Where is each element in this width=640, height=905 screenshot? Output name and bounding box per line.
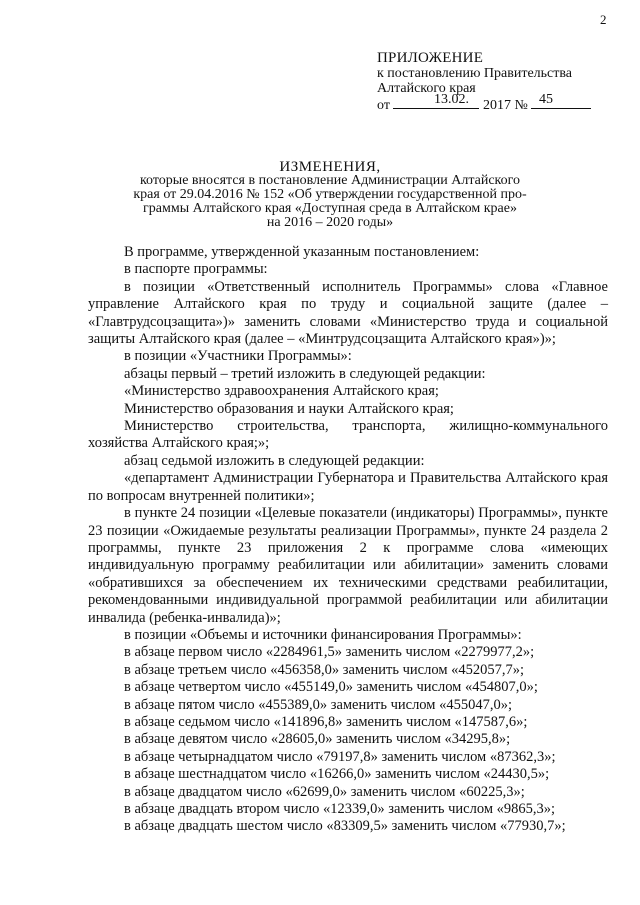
title-line: края от 29.04.2016 № 152 «Об утверждении государственной про-: [133, 187, 527, 202]
paragraph: абзацы первый – третий изложить в следующей редакции:: [124, 365, 486, 382]
title-heading: ИЗМЕНЕНИЯ,: [279, 159, 381, 175]
title-line: на 2016 – 2020 годы»: [266, 215, 394, 230]
paragraph: в абзаце четвертом число «455149,0» заменить числом «454807,0»;: [124, 679, 538, 696]
year-label: 2017 №: [482, 98, 528, 113]
paragraph: в абзаце третьем число «456358,0» заменить числом «452057,7»;: [124, 661, 525, 678]
document-title: [110, 160, 550, 230]
document-body: [88, 244, 608, 836]
paragraph: в абзаце четырнадцатом число «79197,8» заменить числом «87362,3»;: [124, 748, 556, 765]
paragraph: в позиции «Объемы и источники финансирования Программы»:: [124, 626, 522, 643]
paragraph: В программе, утвержденной указанным постановлением:: [124, 244, 480, 260]
date-value: 13.02.: [434, 92, 469, 107]
paragraph: в абзаце двадцать шестом число «83309,5» заменить числом «77930,7»;: [124, 818, 566, 835]
paragraph: в абзаце седьмом число «141896,8» заменить числом «147587,6»;: [124, 713, 528, 730]
paragraph: «Министерство здравоохранения Алтайского края;: [124, 383, 439, 400]
paragraph: в абзаце первом число «2284961,5» заменить числом «2279977,2»;: [124, 644, 535, 661]
number-value: 45: [539, 92, 553, 107]
title-line: граммы Алтайского края «Доступная среда в Алтайском крае»: [143, 201, 517, 216]
title-lines: [110, 174, 550, 230]
paragraph: Министерство строительства, транспорта, жилищно-коммунального хозяйства Алтайского края;»;: [88, 418, 608, 452]
appendix-line-2: Алтайского края: [377, 81, 476, 96]
appendix-heading: ПРИЛОЖЕНИЕ: [377, 50, 484, 66]
appendix-block: [377, 51, 607, 113]
appendix-date-line: [377, 92, 607, 113]
appendix-line-1: к постановлению Правительства: [377, 66, 573, 81]
paragraph: в абзаце девятом число «28605,0» заменить числом «34295,8»;: [124, 731, 511, 748]
paragraph: Министерство образования и науки Алтайского края;: [124, 400, 454, 417]
paragraph: абзац седьмой изложить в следующей редакции:: [124, 452, 425, 469]
paragraph: «департамент Администрации Губернатора и Правительства Алтайского края по вопросам внутренней политики»;: [88, 470, 608, 504]
page-number: 2: [600, 12, 607, 27]
paragraph: в абзаце пятом число «455389,0» заменить числом «455047,0»;: [124, 696, 512, 713]
paragraph: в пункте 24 позиции «Целевые показатели (индикаторы) Программы», пункте 23 позиции «Ожидаемые результаты реализации Программы», пункте 24 раздела 2 программы, пункте 23 приложения 2 к программе слова «имеющих индивидуальную программу реабилитации или абилитации» заменить словами «обратившихся за обеспечением их техническими средствами реабилитации, рекомендованными индивидуальной программой реабилитации или абилитации инвалида (ребенка-инвалида)»;: [88, 505, 608, 626]
from-label: от: [377, 98, 390, 113]
paragraph: в абзаце двадцать втором число «12339,0» заменить числом «9865,3»;: [124, 801, 556, 817]
title-line: которые вносятся в постановление Администрации Алтайского: [139, 173, 521, 188]
paragraph: в абзаце шестнадцатом число «16266,0» заменить числом «24430,5»;: [124, 766, 550, 783]
paragraph: в позиции «Участники Программы»:: [124, 348, 352, 365]
paragraph: в абзаце двадцатом число «62699,0» заменить числом «60225,3»;: [124, 783, 525, 800]
paragraph: в паспорте программы:: [124, 261, 268, 278]
paragraph: в позиции «Ответственный исполнитель Программы» слова «Главное управление Алтайского края по труду и социальной защите (далее – «Главтрудсоцзащита»)» заменить словами «Министерство труда и социальной защиты Алтайского края (далее – «Минтрудсоцзащита Алтайского края»)»;: [88, 278, 608, 348]
